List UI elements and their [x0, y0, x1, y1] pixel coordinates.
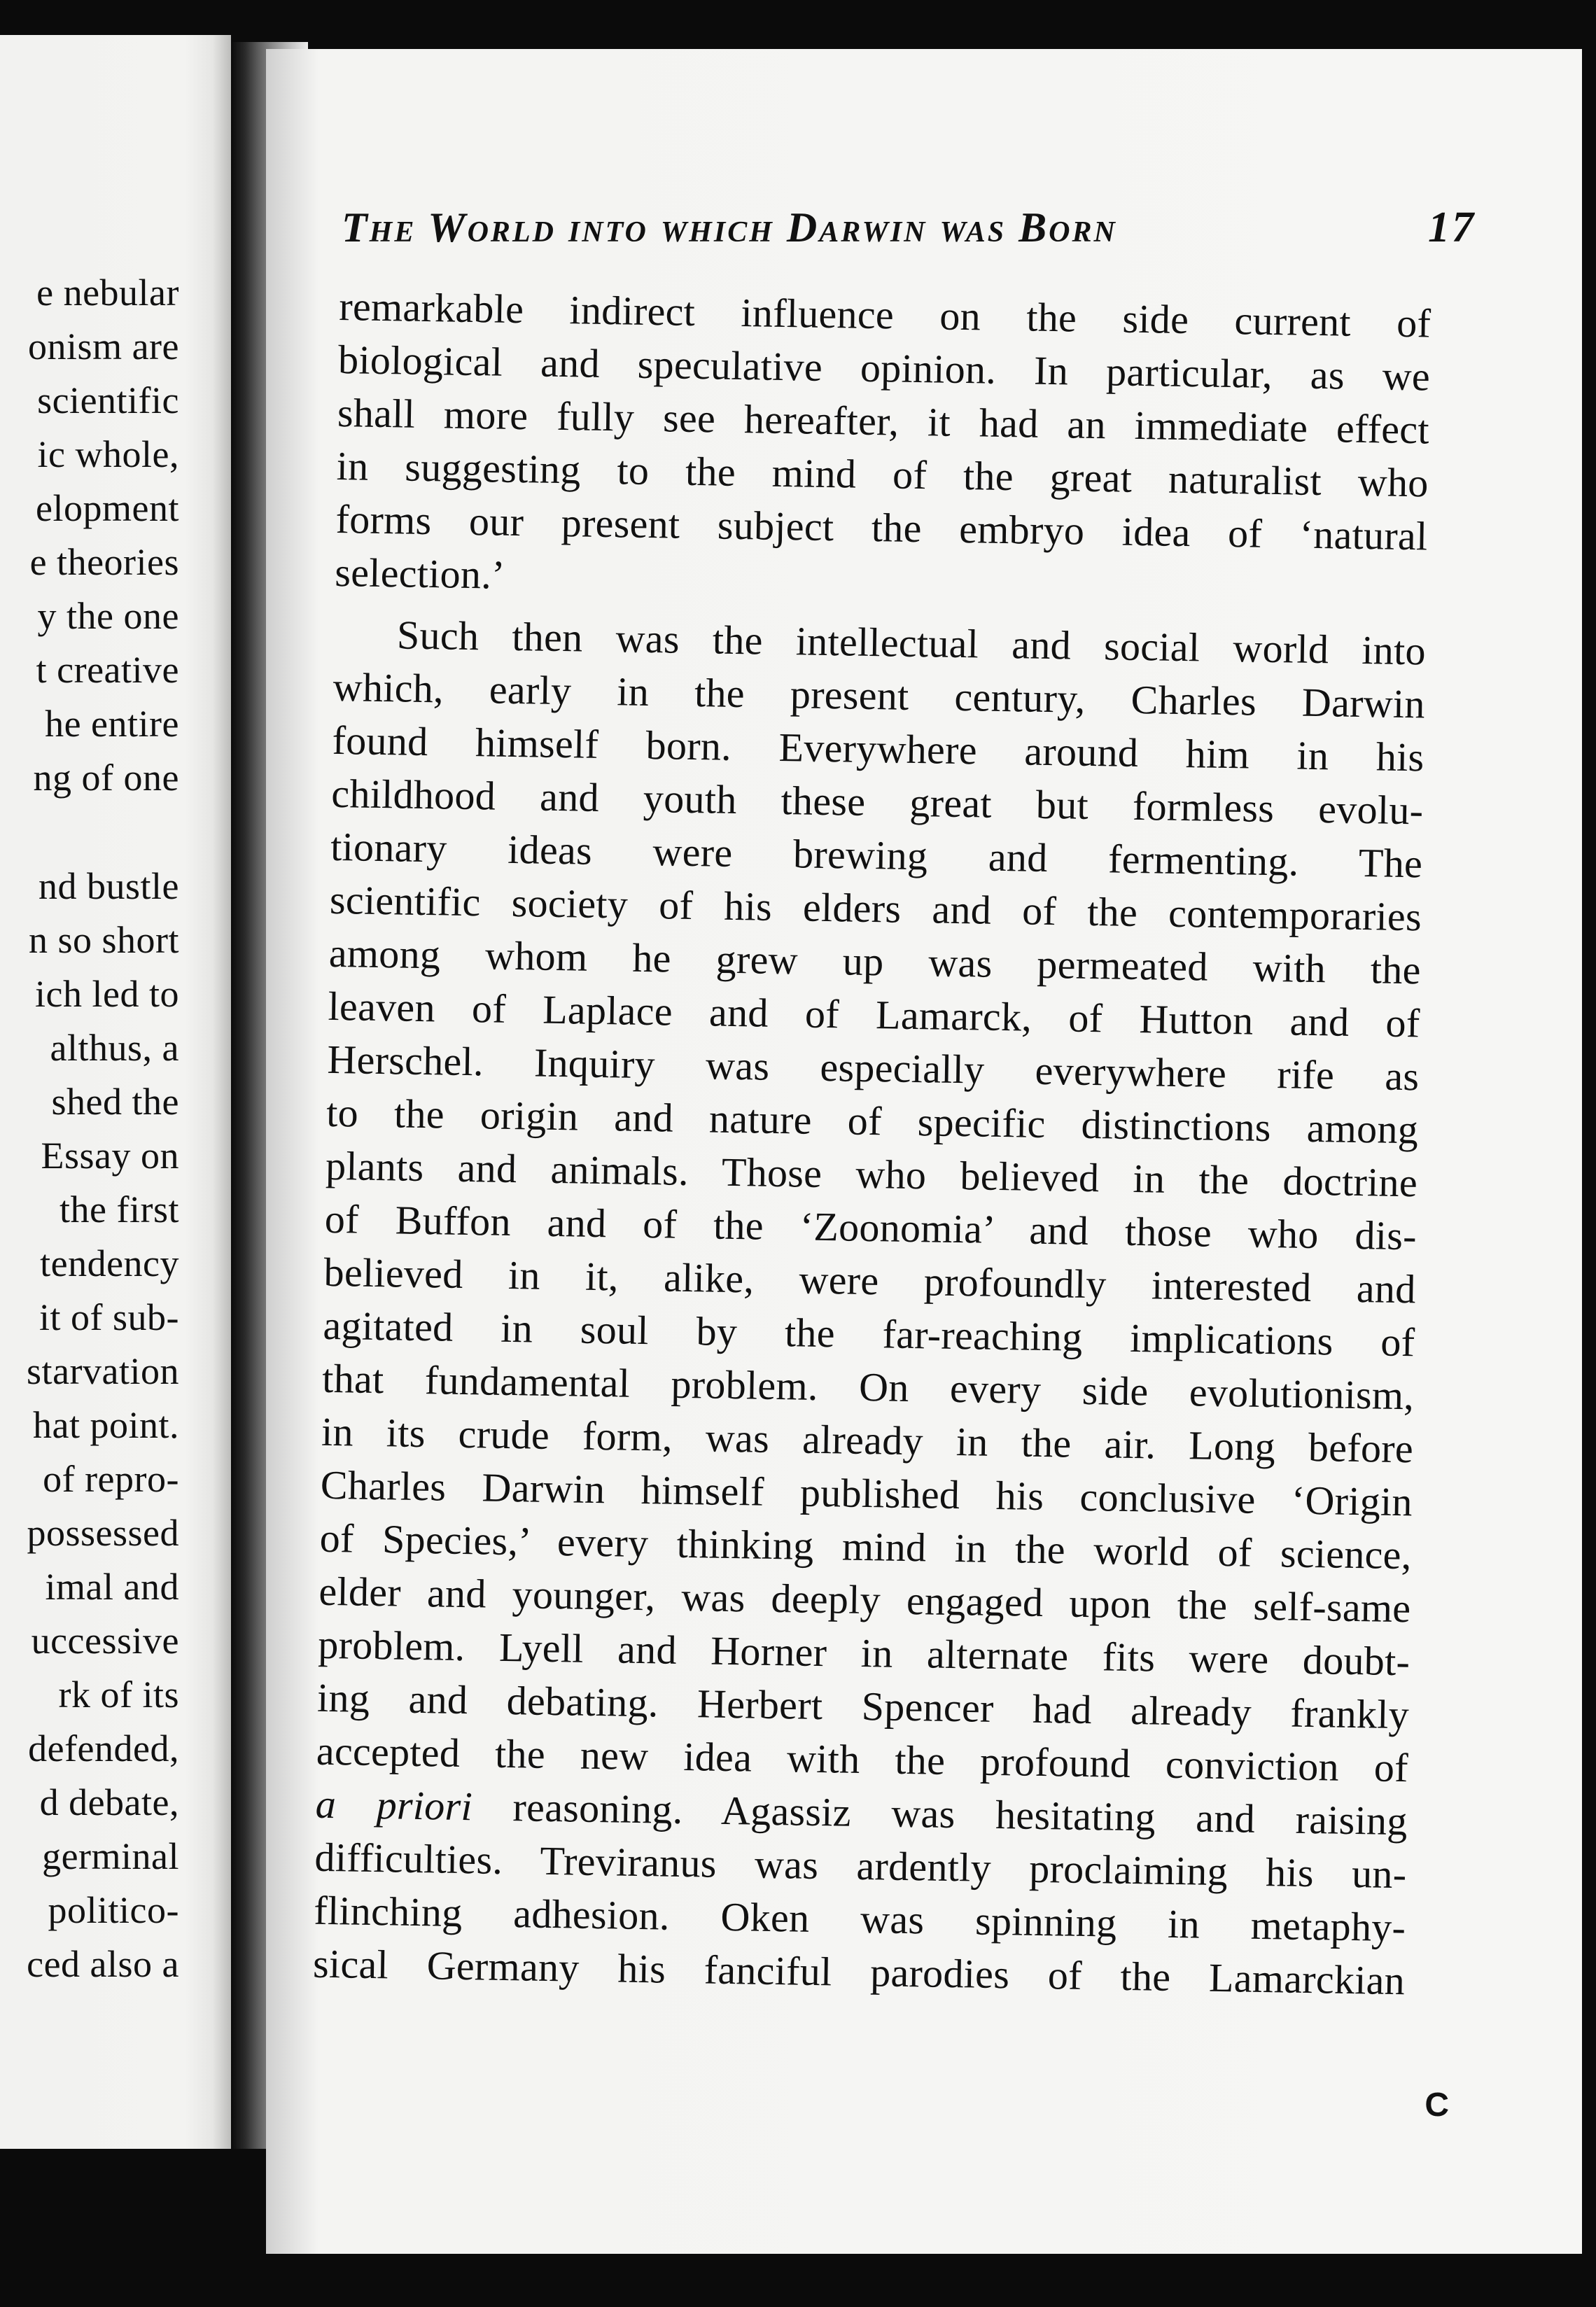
text-line: in its crude form, was already in the air. Long before	[321, 1408, 1414, 1472]
text-line: scientific society of his elders and of the contemporaries	[329, 876, 1422, 940]
text-line: flinching adhesion. Oken was spinning in metaphy-	[313, 1887, 1406, 1951]
text-line: Charles Darwin himself published his conclusive ‘Origin	[320, 1461, 1413, 1525]
facing-line: uccessive	[31, 1620, 179, 1662]
text-line: difficulties. Treviranus was ardently proclaiming his un-	[314, 1834, 1407, 1898]
text-line: elder and younger, was deeply engaged upon the self-same	[318, 1568, 1411, 1632]
text-line: sical Germany his fanciful parodies of the Lamarckian	[312, 1940, 1406, 2004]
text-line: leaven of Laplace and of Lamarck, of Hutton and of	[328, 983, 1421, 1046]
text-line: accepted the new idea with the profound conviction of	[316, 1727, 1409, 1791]
facing-line: ng of one	[33, 757, 179, 799]
running-head	[342, 196, 1476, 259]
page-number: 17	[1428, 204, 1476, 251]
text-line: tionary ideas were brewing and fermenting. The	[330, 823, 1423, 887]
facing-line: ced also a	[27, 1943, 179, 1985]
facing-page-text	[27, 266, 179, 1991]
facing-line: Essay on	[41, 1135, 179, 1177]
text-line: selection.’	[334, 549, 506, 598]
facing-line: d debate,	[39, 1781, 179, 1823]
facing-line: the first	[59, 1188, 179, 1230]
text-line: that fundamental problem. On every side evolutionism,	[321, 1355, 1415, 1419]
facing-line: y the one	[37, 595, 179, 637]
text-line: Herschel. Inquiry was especially everywhere rife as	[326, 1036, 1420, 1100]
facing-line: rk of its	[58, 1674, 179, 1716]
facing-line: onism are	[28, 325, 179, 367]
text-line: ing and debating. Herbert Spencer had already frankly	[316, 1674, 1410, 1738]
facing-line: defended,	[28, 1727, 179, 1769]
facing-line: it of sub-	[39, 1296, 179, 1338]
facing-paragraph-gap	[27, 805, 179, 860]
text-line: of Species,’ every thinking mind in the world of science,	[319, 1515, 1413, 1578]
text-line: which, early in the present century, Charles Darwin	[332, 664, 1426, 727]
facing-line: germinal	[42, 1835, 179, 1877]
text-line: problem. Lyell and Horner in alternate fits were doubt-	[317, 1621, 1410, 1685]
facing-line: t creative	[36, 649, 179, 691]
text-line: in suggesting to the mind of the great naturalist who	[336, 442, 1429, 506]
italic-phrase: a priori	[315, 1781, 473, 1830]
text-line: a priori reasoning. Agassiz was hesitating and raising	[315, 1781, 1408, 1844]
page	[266, 49, 1582, 2254]
facing-line: politico-	[48, 1889, 179, 1931]
facing-line: n so short	[28, 919, 179, 961]
text-line: to the origin and nature of specific distinctions among	[326, 1089, 1419, 1153]
facing-line: of repro-	[43, 1458, 179, 1500]
facing-line: ich led to	[35, 973, 179, 1015]
facing-line: nd bustle	[38, 865, 179, 907]
text-line: found himself born. Everywhere around him in his	[332, 717, 1424, 780]
facing-line: shed the	[51, 1081, 179, 1123]
signature-mark: C	[1424, 2087, 1449, 2124]
facing-line: althus, a	[50, 1027, 179, 1069]
facing-line: tendency	[40, 1242, 179, 1284]
text-line: agitated in soul by the far-reaching implications of	[323, 1302, 1415, 1366]
text-line: remarkable indirect influence on the side current of	[338, 283, 1432, 346]
text-line: believed in it, alike, were profoundly interested and	[323, 1249, 1417, 1312]
text-line: childhood and youth these great but formless evolu-	[330, 770, 1424, 834]
facing-line: elopment	[36, 487, 179, 529]
facing-line: e nebular	[36, 272, 179, 314]
text-line: plants and animals. Those who believed in the doctrine	[325, 1142, 1418, 1206]
running-head-title: The World into which Darwin was Born	[342, 204, 1117, 251]
facing-line: possessed	[27, 1512, 179, 1554]
text-line: shall more fully see hereafter, it had an immediate effect	[337, 389, 1430, 453]
facing-line: ic whole,	[37, 433, 179, 475]
facing-page	[0, 35, 231, 2149]
text-line: among whom he grew up was permeated with the	[328, 930, 1422, 993]
facing-line: starvation	[27, 1350, 179, 1392]
facing-line: he entire	[45, 703, 179, 745]
paragraph-first-line: Such then was the intellectual and social world into	[396, 612, 1427, 674]
facing-line: hat point.	[33, 1404, 179, 1446]
text-line: of Buffon and of the ‘Zoonomia’ and those who dis-	[324, 1195, 1418, 1259]
text-line: biological and speculative opinion. In particular, as we	[337, 336, 1431, 400]
body-text	[313, 280, 1432, 2007]
facing-line: e theories	[29, 541, 179, 583]
facing-line: imal and	[45, 1566, 179, 1608]
text-line: forms our present subject the embryo idea of ‘natural	[335, 496, 1428, 559]
scan-border	[0, 2261, 1596, 2307]
facing-line: scientific	[37, 379, 179, 421]
